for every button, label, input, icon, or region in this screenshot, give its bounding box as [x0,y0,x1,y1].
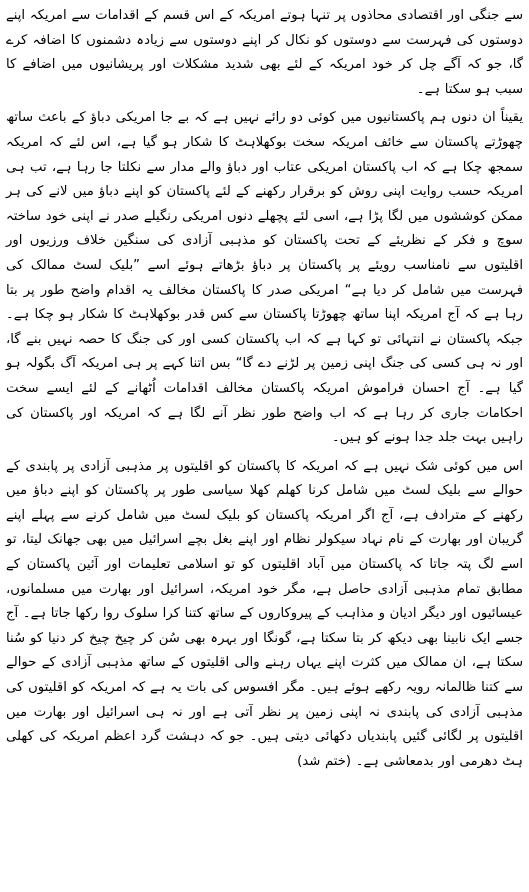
article-paragraph: یقیناً ان دنوں ہم پاکستانیوں میں کوئی دو رائے نہیں ہے کہ بے جا امریکی دباؤ کے باعث ساتھ چھوڑتے پاکستان سے خائف امریکہ سخت بوکھلاہٹ کا شکار ہو گیا ہے، اس لئے کہ امریکہ سمجھ چکا ہے کہ اب پاکستان امریکی عتاب اور دباؤ والے مدار سے نکلتا جا رہا ہے، تب ہی امریکہ حسب روایت اپنی روش کو برقرار رکھنے کے لئے پاکستان کو اپنے دباؤ میں لانے کی ہر ممکن کوششوں میں لگا پڑا ہے، اسی لئے پچھلے دنوں امریکی رنگیلے صدر نے اپنی خود ساختہ سوچ و فکر کے نظریئے کے تحت پاکستان کو مذہبی آزادی کی سنگین خلاف ورزیوں اور اقلیتوں سے نامناسب رویئے پر پاکستان پر دباؤ بڑھاتے ہوئے اسے ”بلیک لسٹ ممالک کی فہرست میں شامل کر دیا ہے“ امریکی صدر کا پاکستان مخالف یہ اقدام واضح طور پر بتا رہا ہے کہ آج امریکہ اپنا ساتھ چھوڑتا پاکستان سے کس قدر بوکھلاہٹ کا شکار ہو چکا ہے۔ جبکہ پاکستان نے انتہائی تو کہا ہے کہ اب پاکستان کسی اور کی جنگ کا حصہ نہیں بنے گا، اور نہ ہی کسی کی جنگ اپنی زمین پر لڑنے دے گا“ بس اتنا کہے پر ہی امریکہ آگ بگولہ ہو گیا ہے۔ آج احسان فراموش امریکہ پاکستان مخالف اقدامات اُٹھانے کے لئے ایسے سخت احکامات جاری کر رہا ہے کہ اب واضح طور نظر آنے لگا ہے کہ امریکہ اور پاکستان کی راہیں بہت جلد جدا ہونے کو ہیں۔ [6,110,523,446]
article-paragraph: اس میں کوئی شک نہیں ہے کہ امریکہ کا پاکستان کو اقلیتوں پر مذہبی آزادی پر پابندی کے حوالے سے بلیک لسٹ میں شامل کرنا کھلم کھلا سیاسی طور پر پاکستان کو اپنے دباؤ میں رکھنے کے مترادف ہے، آج اگر امریکہ پاکستان کو بلیک لسٹ میں شامل کرنے سے پہلے اپنے گریبان اور بھارت کے نام نہاد سیکولر نظام اور اپنے بغل بچے اسرائیل میں بھی جھانک لیتا، تو اسے لگ پتہ جاتا کہ پاکستان میں آباد اقلیتوں کو تو اسلامی تعلیمات اور آئین پاکستان کے مطابق تمام مذہبی آزادی حاصل ہے، مگر خود امریکہ، اسرائیل اور بھارت میں مسلمانوں، عیسائیوں اور دیگر ادیان و مذاہب کے پیروکاروں کے ساتھ کتنا کرا سلوک روا رکھا جاتا ہے۔ آج جسے ایک نابینا بھی دیکھ کر بتا سکتا ہے، گونگا اور بہرہ بھی سُن کر چیخ چیخ کر دنیا کو سُنا سکتا ہے، ان ممالک میں کثرت اپنے یہاں رہنے والی اقلیتوں کے ساتھ مذہبی آزادی کے حوالے سے کتنا ظالمانہ رویہ رکھے ہوئے ہیں۔ مگر افسوس کی بات یہ ہے کہ امریکہ کو اقلیتوں کی مذہبی آزادی کی پابندی نہ اپنی زمین پر نظر آتی ہے اور نہ ہی اسرائیل اور بھارت میں اقلیتوں پر لگائی گئیں پابندیاں دکھائی دیتی ہیں۔ جو کہ دہشت گرد اعظم امریکہ کی کھلی ہٹ دھرمی اور بدمعاشی ہے۔ (ختم شد) [6,458,523,769]
article-paragraph: سے جنگی اور اقتصادی محاذوں پر تنہا ہوتے امریکہ کے اس قسم کے اقدامات سے امریکہ اپنے دوستوں کی فہرست سے دوستوں کو نکال کر اپنے دوستوں سے زیادہ دشمنوں کا اضافہ کرے گا، جو کہ آگے چل کر خود امریکہ کے لئے بھی شدید مشکلات اور پریشانیوں میں اضافے کا سبب ہو سکتا ہے۔ [6,8,523,97]
